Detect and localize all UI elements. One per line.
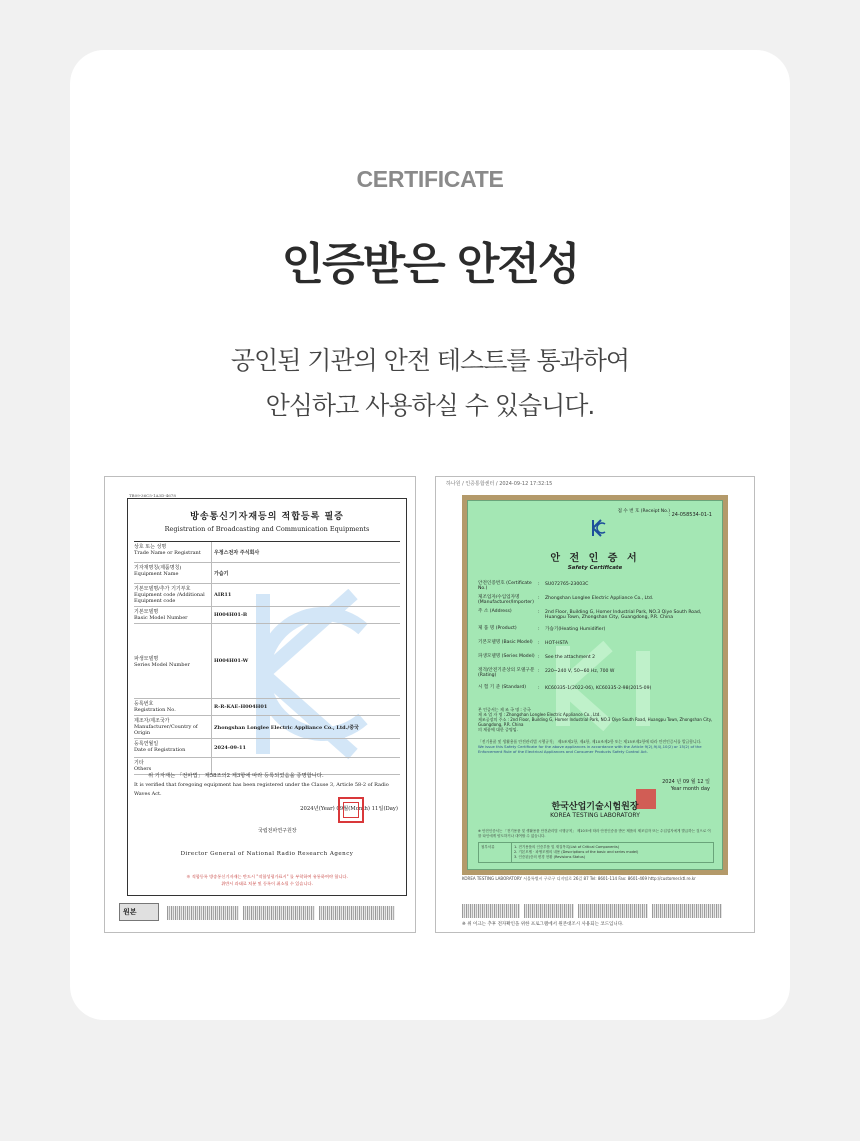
- safety-certificate-image: [435, 476, 755, 933]
- registration-row: 제조자/제조국가 Manufacturer/Country of Origin Zhongshan Longlee Electric Appliance Co., Ltd./중국: [134, 716, 400, 739]
- registration-title: 방송통신기자재등의 적합등록 필증: [190, 512, 344, 522]
- safety-warning: ※ 위 이크는 추후 전자확인을 위한 프로그램에서 원본대조시 사용되는 코드입니다.: [462, 922, 624, 927]
- registration-warning: ※ 적합등록 방송통신기자재는 반드시 "적합성평가표시" 를 부착하여 유통하여야 합니다. 위반시 과태료 처분 및 등록이 취소될 수 있습니다.: [186, 874, 348, 886]
- kc-logo-icon: [590, 519, 606, 537]
- description-line-1: 공인된 기관의 안전 테스트를 통과하여: [230, 346, 630, 375]
- safety-row: 제 품 명 (Product) : 가습기(Heating Humidifier): [478, 626, 606, 632]
- safety-row: 파생모델명 (Series Model) : See the attachment 2: [478, 654, 596, 660]
- safety-date: 2024 년 09 월 12 일 Year month day: [662, 779, 710, 792]
- safety-issuer-en: KOREA TESTING LABORATORY: [550, 812, 640, 819]
- safety-statement: 「전기용품 및 생활용품 안전관리법 시행규칙」 제5조제2항, 제4항, 제10조제2항 또는 제15조제2항에 따라 안전인증서를 발급합니다. We issue this Safety Certificate for the above appliances in accordance with the Article 9(2),9(4),10(2) or 15(2) of the Enforcement Rule of the Electrical Appliances and Consumer Products Safety Control Act.: [478, 739, 702, 754]
- safety-row: 제조업자/수입업자명 (Manufacturer/Importer) : Zhongshan Longlee Electric Appliance Co., Ltd.: [478, 595, 654, 605]
- scan-code-strip: [462, 901, 724, 919]
- registration-row: 파생모델명 Series Model Number H004H01-W: [134, 624, 400, 699]
- registration-row: 기본모델명 Basic Model Number H004H01-B: [134, 607, 400, 624]
- safety-rows: [478, 581, 718, 699]
- section-description: [70, 338, 790, 428]
- lab-address-line: KOREA TESTING LABORATORY 서울특별시 구로구 디지털로 26길 87 Tel: 8601-114 Fax: 8601-469 http://customer.ktl.re.kr: [462, 876, 696, 881]
- description-line-2: 안심하고 사용하실 수 있습니다.: [265, 391, 595, 420]
- certificate-card: [70, 50, 790, 1020]
- receipt-number: : 24-058534-01-1: [668, 512, 712, 518]
- registration-row: 기본모델명/추가 기기부호 Equipment code /Additional Equipment code AIR11: [134, 584, 400, 607]
- receipt-label: 접 수 번 호 (Receipt No.): [617, 509, 670, 514]
- safety-row: 안전인증번호 (Certificate No.) : SU072765-23003C: [478, 581, 589, 591]
- section-title: 인증받은 안전성: [281, 239, 579, 290]
- registration-date: 2024년(Year) 09월(Month) 11일(Day): [300, 806, 398, 812]
- safety-issuer: 한국산업기술시험원장: [551, 802, 639, 812]
- registration-issuer: 국립전파연구원장: [258, 828, 297, 834]
- safety-title: 안 전 인 증 서: [550, 553, 640, 564]
- registration-subtitle: Registration of Broadcasting and Communication Equipments: [164, 525, 370, 533]
- registration-director: Director General of National Radio Research Agency: [180, 851, 354, 857]
- registration-row: 상호 또는 성명 Trade Name or Registrant 우정스전자 주식회사: [134, 541, 400, 563]
- form-code: TB09-36C5-1A3D-4678: [129, 493, 176, 498]
- registration-row: 기자재명칭(제품명칭) Equipment Name 가습기: [134, 563, 400, 584]
- registration-row: 등록연월일 Date of Registration 2024-09-11: [134, 739, 400, 758]
- safety-row: 주 소 (Address) : 2nd Floor, Building G, Homer Industrial Park, NO.3 Qiye South Road, Huangpu Town, Zhongshan City, Guangdong, P.R. China: [478, 609, 702, 620]
- safety-footnote: ※ 안전인증서는 「전기용품 및 생활용품 안전관리법 시행규칙」 제10조에 따라 안전인증을 받은 제품의 제조업자 또는 수입업자에게 발급하는 것으로 이를 타인에게 양도하거나 대여할 수 없습니다. 첨부서류 1. 전기용품의 인증부품 및 재질목록(List of Critical Components) 2. 기본모델 · 파생모델의 내용 (Descriptions of the basic and series model) 3. 인증된(증의 변경 현황 (Revisions Status): [478, 829, 714, 863]
- verify-text-en: It is verified that foregoing equipment has been registered under the Clause 3, Article 58-2 of Radio Waves Act.: [134, 782, 389, 797]
- registration-frame: [127, 498, 407, 896]
- factory-info: 본 인증서는 제 조 국 명 : 중국 제 조 업 자 명 : Zhongshan Longlee Electric Appliance Co., Ltd. 제조공장의 주소 : 2nd Floor, Building G, Homer Industrial Park, NO.3 Qiye South Road, Huangpu Town, Zhongshan City, Guangdong, P.R. China 의 제품에 대한 증명임.: [478, 707, 713, 732]
- safety-paper: [462, 495, 728, 875]
- safety-row: 정격/안전기준상의 모델구분 (Rating) : 220~240 V, 50~60 Hz, 700 W: [478, 668, 615, 678]
- registration-row: 등록번호 Registration No. R-R-KAE-H004H01: [134, 699, 400, 716]
- official-seal-icon: [338, 797, 364, 823]
- registration-table: [134, 541, 400, 775]
- section-eyebrow: CERTIFICATE: [356, 166, 504, 192]
- safety-green-sheet: [467, 500, 723, 870]
- original-stamp: 원본: [119, 903, 159, 921]
- safety-row: 시 험 기 준 (Standard) : KC60335-1(2022-06), KC60335-2-98(2015-09): [478, 685, 652, 691]
- verify-text-ko: 위 기자재는 「전파법」 제58조의2 제3항에 따라 등록되었음을 증명합니다.: [148, 773, 324, 779]
- scan-code-strip: [119, 903, 403, 921]
- safety-row: 기본모델명 (Basic Model) : HOT-HSTA: [478, 640, 569, 646]
- registration-certificate-image: [104, 476, 416, 933]
- safety-subtitle: Safety Certificate: [567, 565, 623, 571]
- registration-row: 기타 Others: [134, 758, 400, 775]
- print-header: 하나원 / 인증통합센터 / 2024-09-12 17:32:15: [446, 481, 553, 487]
